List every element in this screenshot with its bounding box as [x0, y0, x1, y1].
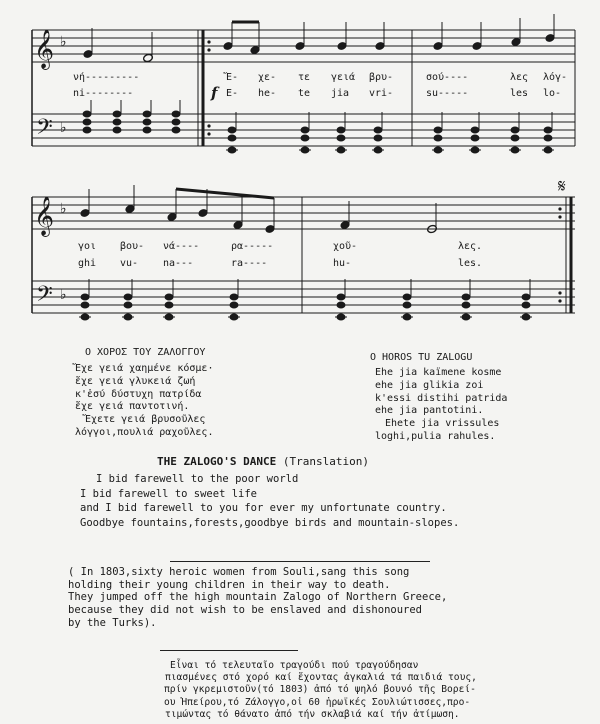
- poem-line: ehe jia pantotini.: [375, 405, 484, 417]
- greek-note: [164, 660, 477, 721]
- poem-line: Ehete jia vrissules: [385, 418, 500, 430]
- lyric-latin: vu-: [120, 258, 139, 269]
- greek-poem-title: Ο ΧΟΡΟΣ ΤΟΥ ΖΑΛΟΓΓΟΥ: [85, 347, 206, 358]
- flat-icon: ♭: [60, 201, 67, 217]
- lyric-greek: λες.: [458, 241, 483, 252]
- lyric-greek: σού----: [426, 72, 469, 83]
- lyric-greek: βου-: [120, 241, 145, 252]
- note-line: πιασμένες στό χορό καί ἔχοντας ἀγκαλιά τά παιδιά τους,: [165, 672, 477, 684]
- bass-chords-2: [79, 279, 532, 320]
- treble-clef-icon: 𝄞: [34, 29, 55, 69]
- note-line: τιμώντας τό θάνατο ἀπό τήν σκλαβιά καί τήν ἀτίμωση.: [165, 708, 460, 720]
- divider: [170, 561, 430, 562]
- bass-clef-icon: 𝄢: [36, 282, 53, 312]
- lyric-greek: χοῦ-: [333, 241, 358, 252]
- lyric-greek: γειά: [331, 72, 356, 83]
- translation-text: [80, 472, 459, 530]
- lyric-latin: ra----: [231, 258, 268, 269]
- lyric-latin: ghi: [78, 258, 97, 269]
- flat-icon: ♭: [60, 287, 67, 303]
- lyric-latin: na---: [163, 258, 194, 269]
- lyric-greek: λες: [510, 72, 529, 83]
- poem-line: λόγγοι,πουλιά ραχοῦλες.: [75, 426, 214, 438]
- note-line: ου Ἠπείρου,τό Ζάλογγο,οἱ 60 ἡρωϊκές Σουλιώτισσες,προ-: [164, 696, 471, 708]
- translation-line: and I bid farewell to you for ever my unfortunate country.: [80, 502, 447, 515]
- lyric-greek: χε-: [258, 72, 277, 83]
- staff-lines-treble-2: [32, 197, 575, 229]
- lyric-latin: ni--------: [73, 88, 134, 99]
- poem-line: ἔχε γειά γλυκειά ζωή: [75, 375, 196, 387]
- poem-line: Ἔχε γειά χαημένε κόσμε·: [75, 363, 214, 374]
- translation-heading: [157, 455, 369, 468]
- lyric-greek: λόγ-: [543, 72, 568, 83]
- flat-icon: ♭: [60, 34, 67, 50]
- bass-clef-icon: 𝄢: [36, 115, 53, 145]
- segno-icon: 𝄋: [558, 176, 566, 197]
- translation-note: (Translation): [282, 455, 369, 468]
- translation-title: THE ZALOGO'S DANCE: [157, 455, 277, 468]
- lyric-latin: vri-: [369, 88, 394, 99]
- lyric-greek: νά----: [163, 241, 200, 252]
- lyric-latin: he-: [258, 88, 277, 99]
- poem-line: ehe jia glikia zoi: [375, 379, 484, 391]
- lyric-latin: hu-: [333, 258, 352, 269]
- lyric-greek: Ἔ-: [226, 72, 239, 83]
- staff-lines-bass-2: [32, 281, 575, 313]
- note-line: πρίν γκρεμιστοῦν(τό 1803) ἀπό τό ψηλό βουνό τῆς Βορεί-: [164, 684, 476, 696]
- note-line: because they did not wish to be enslaved and dishonoured: [68, 604, 423, 617]
- note-line: holding their young children in their way to death.: [68, 578, 391, 591]
- poem-line: Ehe jia kaïmene kosme: [375, 367, 502, 378]
- lyric-latin: te: [298, 88, 311, 99]
- english-note: [68, 566, 447, 630]
- dynamic-mark: f: [211, 84, 218, 102]
- music-score: [0, 0, 600, 330]
- lyric-greek: γοι: [78, 241, 97, 252]
- bass-chords-1: [83, 100, 554, 153]
- note-line: Εἶναι τό τελευταῖο τραγούδι πού τραγούδησαν: [170, 660, 419, 671]
- lyric-greek: νή---------: [73, 72, 140, 83]
- flat-icon: ♭: [60, 120, 67, 136]
- poem-line: ἔχε γειά παντοτινή.: [75, 401, 190, 413]
- note-line: by the Turks).: [68, 616, 157, 629]
- poem-line: Ἔχετε γειά βρυσοῦλες: [85, 414, 206, 426]
- poem-line: loghi,pulia rahules.: [375, 430, 496, 442]
- lyric-latin: E-: [226, 88, 239, 99]
- divider: [160, 650, 298, 651]
- poem-line: κ'ἐσύ δύστυχη πατρίδα: [75, 388, 202, 400]
- translation-line: Goodbye fountains,forests,goodbye birds and mountain-slopes.: [80, 516, 460, 529]
- lyric-latin: les: [510, 88, 529, 99]
- lyric-latin: lo-: [543, 88, 562, 99]
- lyric-greek: βρυ-: [369, 72, 394, 83]
- note-line: ( In 1803,sixty heroic women from Souli,sang this song: [68, 566, 410, 578]
- latin-poem: [375, 367, 507, 444]
- greek-poem: [75, 363, 213, 440]
- treble-clef-icon: 𝄞: [34, 196, 55, 236]
- translation-line: I bid farewell to sweet life: [80, 487, 258, 500]
- note-line: They jumped off the high mountain Zalogo of Northern Greece,: [68, 591, 448, 604]
- lyric-greek: ρα-----: [231, 241, 274, 252]
- poem-line: k'essi distihi patrida: [375, 392, 508, 404]
- lyric-latin: su-----: [426, 88, 469, 99]
- lyric-latin: jia: [331, 88, 350, 99]
- latin-poem-title: O HOROS TU ZALOGU: [370, 352, 473, 363]
- lyric-latin: les.: [458, 258, 483, 269]
- translation-line: I bid farewell to the poor world: [96, 473, 299, 485]
- lyric-greek: τε: [298, 72, 311, 83]
